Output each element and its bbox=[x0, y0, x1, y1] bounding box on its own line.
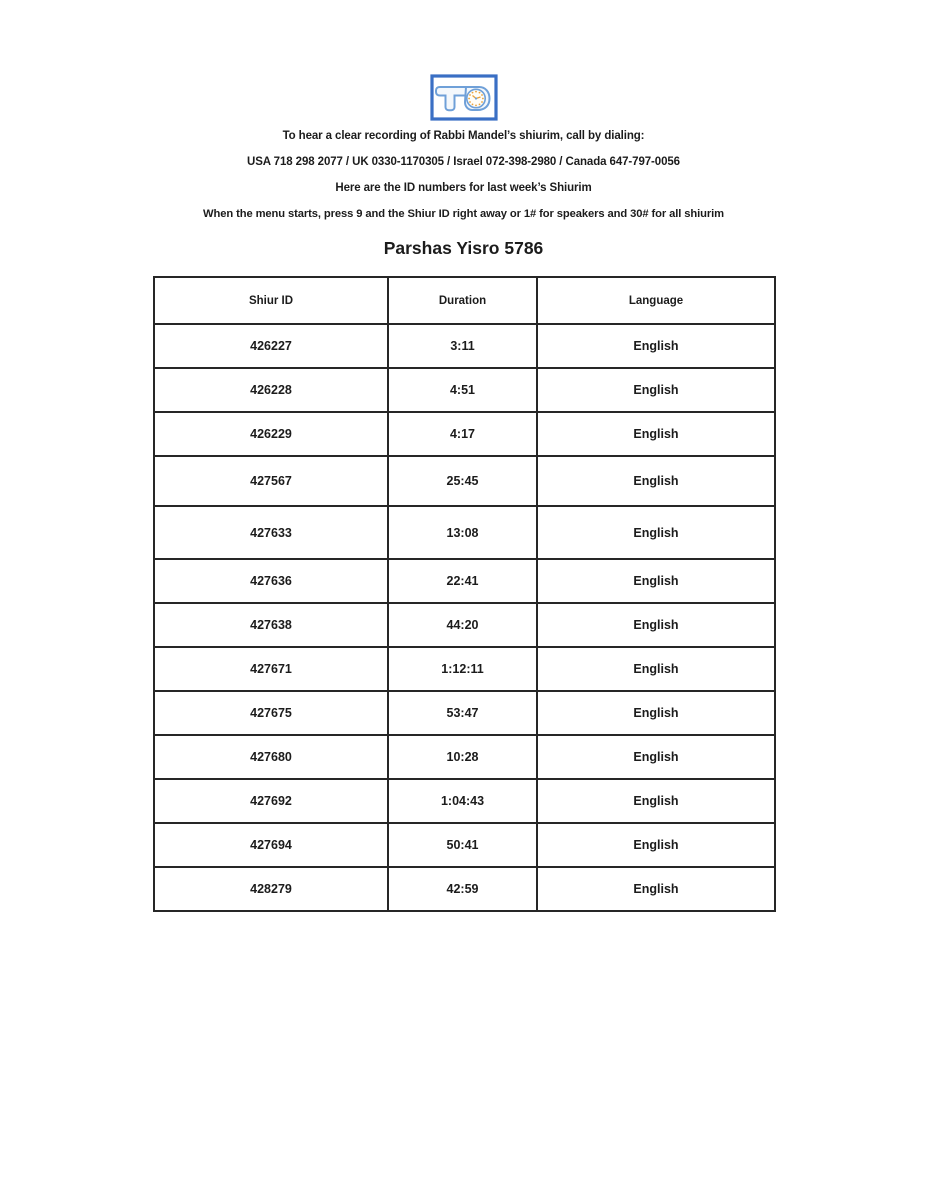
shiur-id-cell: 426227 bbox=[154, 324, 388, 368]
table-row bbox=[154, 603, 775, 647]
shiur-id-cell: 427671 bbox=[154, 647, 388, 691]
duration-cell: 4:17 bbox=[388, 412, 537, 456]
table-row bbox=[154, 559, 775, 603]
language-cell: English bbox=[537, 867, 775, 911]
duration-cell: 53:47 bbox=[388, 691, 537, 735]
language-cell: English bbox=[537, 735, 775, 779]
table-row bbox=[154, 412, 775, 456]
menu-instruction-line: When the menu starts, press 9 and the Shiur ID right away or 1# for speakers and 30# for all shiurim bbox=[203, 208, 724, 220]
language-cell: English bbox=[537, 779, 775, 823]
duration-cell: 42:59 bbox=[388, 867, 537, 911]
clock-logo-icon bbox=[430, 74, 498, 121]
language-cell: English bbox=[537, 506, 775, 559]
duration-cell: 1:04:43 bbox=[388, 779, 537, 823]
shiur-id-cell: 427675 bbox=[154, 691, 388, 735]
duration-cell: 25:45 bbox=[388, 456, 537, 506]
id-numbers-line: Here are the ID numbers for last week’s Shiurim bbox=[335, 182, 592, 194]
table-row bbox=[154, 368, 775, 412]
shiur-id-cell: 427680 bbox=[154, 735, 388, 779]
table-row bbox=[154, 779, 775, 823]
table-row bbox=[154, 647, 775, 691]
shiur-id-cell: 427638 bbox=[154, 603, 388, 647]
table-body bbox=[154, 324, 775, 911]
table-row bbox=[154, 735, 775, 779]
shiur-id-cell: 427692 bbox=[154, 779, 388, 823]
shiur-id-cell: 427694 bbox=[154, 823, 388, 867]
page-title: Parshas Yisro 5786 bbox=[383, 238, 544, 258]
shiur-id-cell: 428279 bbox=[154, 867, 388, 911]
table-row bbox=[154, 823, 775, 867]
language-cell: English bbox=[537, 823, 775, 867]
duration-cell: 1:12:11 bbox=[388, 647, 537, 691]
column-header-shiur-id: Shiur ID bbox=[154, 277, 388, 324]
language-cell: English bbox=[537, 559, 775, 603]
duration-cell: 22:41 bbox=[388, 559, 537, 603]
shiur-id-cell: 427636 bbox=[154, 559, 388, 603]
column-header-duration: Duration bbox=[388, 277, 537, 324]
duration-cell: 4:51 bbox=[388, 368, 537, 412]
language-cell: English bbox=[537, 647, 775, 691]
language-cell: English bbox=[537, 368, 775, 412]
shiur-table bbox=[153, 276, 776, 912]
phone-numbers-line: USA 718 298 2077 / UK 0330-1170305 / Israel 072-398-2980 / Canada 647-797-0056 bbox=[247, 156, 680, 168]
column-header-language: Language bbox=[537, 277, 775, 324]
language-cell: English bbox=[537, 603, 775, 647]
language-cell: English bbox=[537, 412, 775, 456]
instruction-line-dialing: To hear a clear recording of Rabbi Mandel’s shiurim, call by dialing: bbox=[282, 130, 645, 142]
language-cell: English bbox=[537, 456, 775, 506]
table-header-row bbox=[154, 277, 775, 324]
table-row bbox=[154, 867, 775, 911]
duration-cell: 13:08 bbox=[388, 506, 537, 559]
shiur-id-cell: 426229 bbox=[154, 412, 388, 456]
language-cell: English bbox=[537, 691, 775, 735]
shiur-id-cell: 427567 bbox=[154, 456, 388, 506]
table-row bbox=[154, 324, 775, 368]
duration-cell: 3:11 bbox=[388, 324, 537, 368]
duration-cell: 44:20 bbox=[388, 603, 537, 647]
table-row bbox=[154, 506, 775, 559]
logo bbox=[430, 74, 498, 121]
shiur-id-cell: 427633 bbox=[154, 506, 388, 559]
table-row bbox=[154, 691, 775, 735]
shiur-id-cell: 426228 bbox=[154, 368, 388, 412]
language-cell: English bbox=[537, 324, 775, 368]
duration-cell: 50:41 bbox=[388, 823, 537, 867]
duration-cell: 10:28 bbox=[388, 735, 537, 779]
table-row bbox=[154, 456, 775, 506]
